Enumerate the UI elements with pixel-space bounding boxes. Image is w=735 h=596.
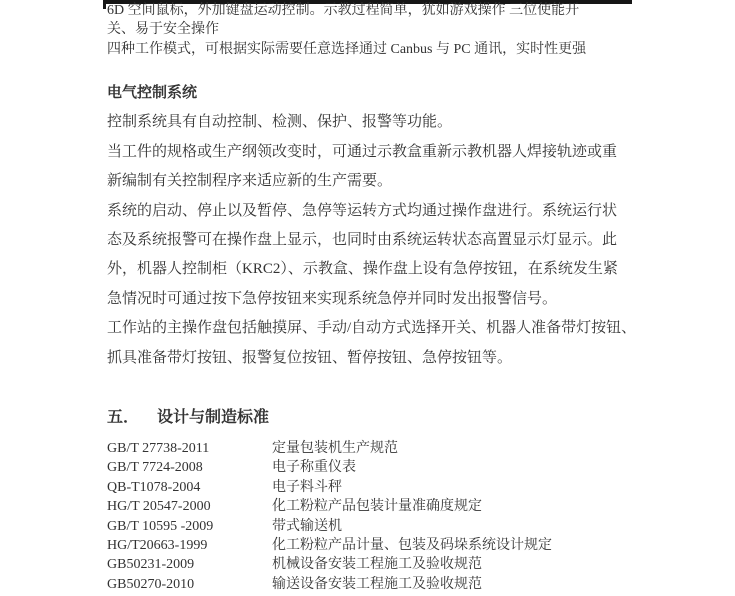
feature-list-line: 四种工作模式，可根据实际需要任意选择通过 Canbus 与 PC 通讯，实时性更强 [107,41,587,57]
standard-row [107,439,635,458]
body-line: 工作站的主操作盘包括触摸屏、手动/自动方式选择开关、机器人准备带灯按钮、 [107,320,637,337]
standard-code: GB/T 10595 -2009 [107,518,214,534]
standard-name: 输送设备安装工程施工及验收规范 [272,576,482,592]
body-line: 抓具准备带灯按钮、报警复位按钮、暂停按钮、急停按钮等。 [107,349,513,366]
feature-list-block [107,1,635,59]
standard-code: QB-T1078-2004 [107,479,201,495]
standard-row [107,478,635,497]
body-text-block [107,79,637,373]
table-border-corner [103,0,106,9]
standard-name: 电子称重仪表 [272,460,356,476]
section-title: 设计与制造标准 [157,409,270,426]
body-line: 控制系统具有自动控制、检测、保护、报警等功能。 [107,114,453,131]
feature-list-line: 关、易于安全操作 [107,22,219,38]
body-line: 态及系统报警可在操作盘上显示，也同时由系统运转状态高置显示灯显示。此 [107,232,618,249]
section-number: 五． [107,409,140,426]
standard-code: GB50231-2009 [107,557,195,573]
standards-list [107,439,635,594]
body-line: 急情况时可通过按下急停按钮来实现系统急停并同时发出报警信号。 [107,290,558,307]
standard-code: GB50270-2010 [107,576,195,592]
body-line: 外，机器人控制柜（KRC2）、示教盒、操作盘上设有急停按钮，在系统发生紧 [107,261,618,278]
standard-row [107,555,635,574]
body-paragraph-lines [107,108,637,373]
standard-name: 电子料斗秤 [272,479,342,495]
body-line: 新编制有关控制程序来适应新的生产需要。 [107,173,393,190]
standard-code: HG/T20663-1999 [107,538,208,554]
standard-row [107,458,635,477]
standard-code: GB/T 7724-2008 [107,460,203,476]
standard-name: 化工粉粒产品包装计量准确度规定 [272,499,482,515]
body-line: 系统的启动、停止以及暂停、急停等运转方式均通过操作盘进行。系统运行状 [107,202,618,219]
section-heading-standards [107,407,269,429]
standard-row [107,517,635,536]
standard-row [107,575,635,594]
feature-list-line: 6D 空间鼠标，外加键盘运动控制。示教过程简单，犹如游戏操作 三位使能开 [107,3,580,18]
standard-name: 机械设备安装工程施工及验收规范 [272,557,482,573]
standard-row [107,497,635,516]
section-heading-electrical-control: 电气控制系统 [107,85,198,101]
standard-name: 定量包装机生产规范 [272,441,398,456]
standard-name: 带式输送机 [272,518,342,534]
standard-row [107,536,635,555]
standard-code: GB/T 27738-2011 [107,441,210,456]
standard-name: 化工粉粒产品计量、包装及码垛系统设计规定 [272,538,552,554]
body-line: 当工件的规格或生产纲领改变时，可通过示教盒重新示教机器人焊接轨迹或重 [107,143,618,160]
standard-code: HG/T 20547-2000 [107,499,211,515]
